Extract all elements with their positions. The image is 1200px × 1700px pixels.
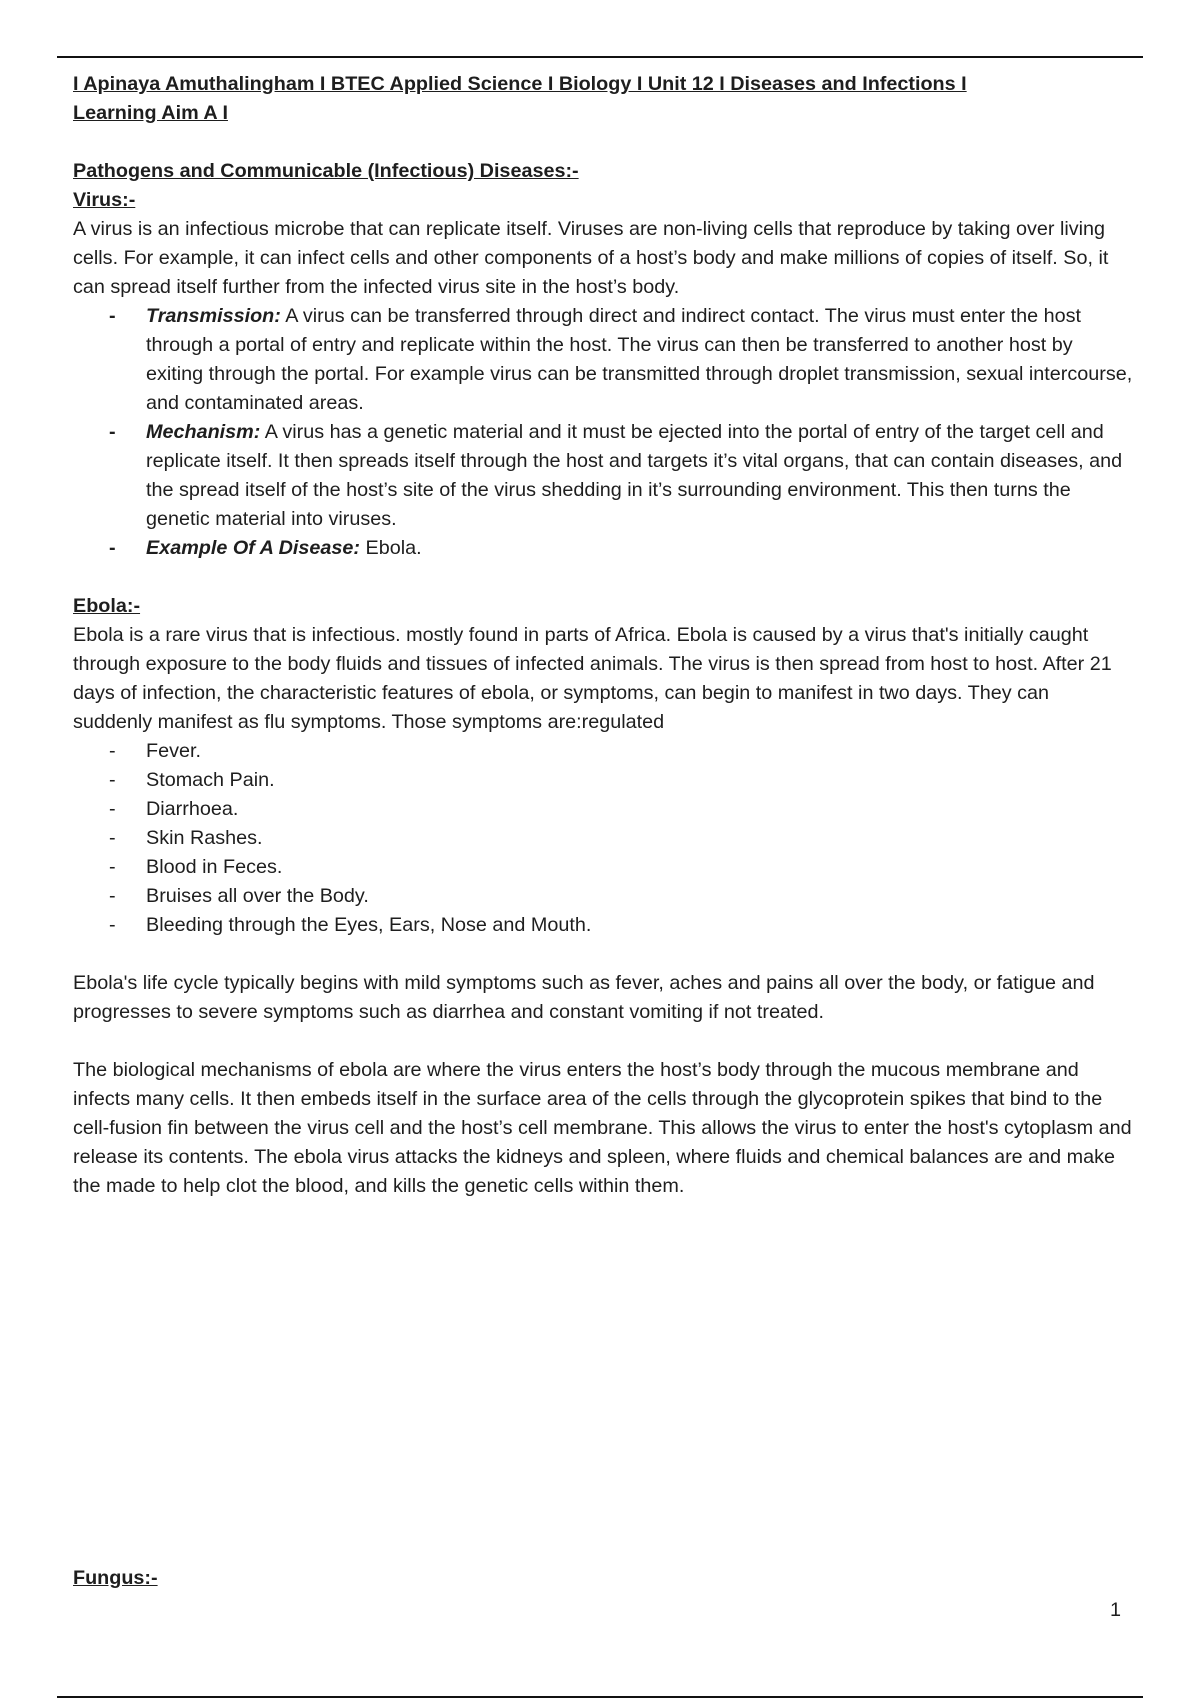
ebola-life-cycle: Ebola's life cycle typically begins with mild symptoms such as fever, aches and pains all over the body, or fatigue and progresses to severe symptoms such as diarrhea and constant vomiting if not treated. bbox=[73, 972, 1095, 1023]
bottom-rule bbox=[57, 1696, 1143, 1698]
list-item bbox=[73, 302, 1133, 418]
list-item: - Skin Rashes. bbox=[73, 824, 1133, 853]
bullet-text: Ebola. bbox=[360, 537, 422, 559]
list-item bbox=[73, 534, 1133, 563]
document-page bbox=[73, 70, 1133, 1201]
top-rule bbox=[57, 56, 1143, 58]
bullet-label: Mechanism: bbox=[146, 421, 261, 443]
ebola-intro: Ebola is a rare virus that is infectious. mostly found in parts of Africa. Ebola is caused by a virus that's initially caught through exposure to the body fluids and tissues of infected animals. The virus is then spread from host to host. After 21 days of infection, the characteristic features of ebola, or symptoms, can begin to manifest in two days. They can suddenly manifest as flu symptoms. Those symptoms are:regulated bbox=[73, 624, 1112, 733]
ebola-mechanisms: The biological mechanisms of ebola are where the virus enters the host’s body through the mucous membrane and infects many cells. It then embeds itself in the surface area of the cells through the glycoprotein spikes that bind to the cell-fusion fin between the virus cell and the host’s cell membrane. This allows the virus to enter the host's cytoplasm and release its contents. The ebola virus attacks the kidneys and spleen, where fluids and chemical balances are and make the made to help clot the blood, and kills the genetic cells within them. bbox=[73, 1059, 1132, 1197]
list-item: - Blood in Feces. bbox=[73, 853, 1133, 882]
fungus-heading: Fungus:- bbox=[73, 1567, 158, 1589]
bullet-label: Transmission: bbox=[146, 305, 281, 327]
page-number: 1 bbox=[1110, 1599, 1122, 1621]
section-heading: Pathogens and Communicable (Infectious) Diseases:- bbox=[73, 160, 579, 182]
document-title-line-1: I Apinaya Amuthalingham I BTEC Applied Science I Biology I Unit 12 I Diseases and Infections I bbox=[73, 73, 967, 95]
virus-bullet-list bbox=[73, 302, 1133, 563]
bullet-text: A virus can be transferred through direct and indirect contact. The virus must enter the host through a portal of entry and replicate within the host. The virus can then be transferred to another host by exiting through the portal. For example virus can be transmitted through droplet transmission, sexual intercourse, and contaminated areas. bbox=[146, 305, 1133, 414]
list-item: - Bruises all over the Body. bbox=[73, 882, 1133, 911]
symptom-list bbox=[73, 737, 1133, 940]
virus-heading: Virus:- bbox=[73, 189, 136, 211]
list-item: - Diarrhoea. bbox=[73, 795, 1133, 824]
list-item: - Fever. bbox=[73, 737, 1133, 766]
document-title-line-2: Learning Aim A I bbox=[73, 102, 228, 124]
document-title bbox=[73, 70, 1133, 128]
virus-intro: A virus is an infectious microbe that can replicate itself. Viruses are non-living cells that reproduce by taking over living cells. For example, it can infect cells and other components of a host’s body and make millions of copies of itself. So, it can spread itself further from the infected virus site in the host’s body. bbox=[73, 218, 1109, 298]
bullet-text: A virus has a genetic material and it must be ejected into the portal of entry of the target cell and replicate itself. It then spreads itself through the host and targets it’s vital organs, that can contain diseases, and the spread itself of the host’s site of the virus shedding in it’s surrounding environment. This then turns the genetic material into viruses. bbox=[146, 421, 1123, 530]
list-item: - Bleeding through the Eyes, Ears, Nose and Mouth. bbox=[73, 911, 1133, 940]
list-item bbox=[73, 418, 1133, 534]
ebola-heading: Ebola:- bbox=[73, 595, 141, 617]
list-item: - Stomach Pain. bbox=[73, 766, 1133, 795]
bullet-label: Example Of A Disease: bbox=[146, 537, 361, 559]
